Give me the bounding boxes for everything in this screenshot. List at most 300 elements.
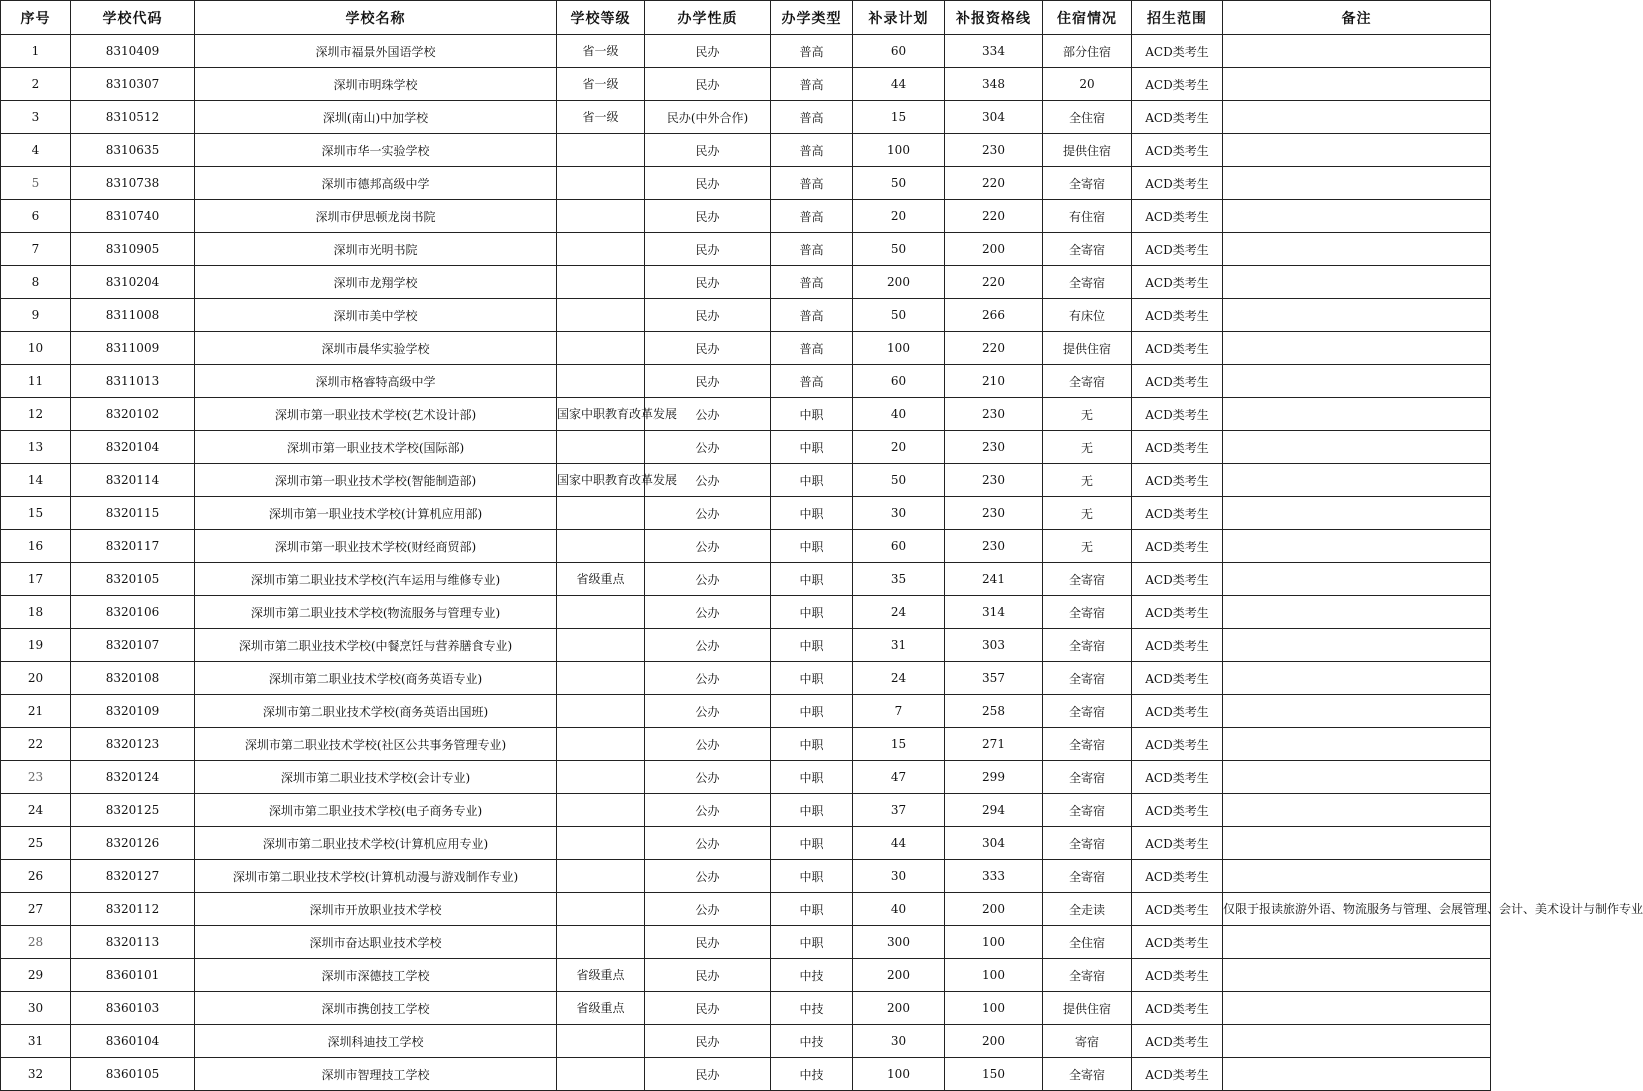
- cell-no: 11: [1, 365, 71, 398]
- table-row: [1, 794, 1491, 827]
- cell-type: 普高: [771, 35, 853, 68]
- table-row: [1, 233, 1491, 266]
- cell-code: 8310409: [71, 35, 195, 68]
- cell-nature: 公办: [645, 794, 771, 827]
- cell-level: [557, 794, 645, 827]
- cell-level: [557, 332, 645, 365]
- cell-lodging: 提供住宿: [1043, 134, 1132, 167]
- cell-scope: ACD类考生: [1132, 827, 1223, 860]
- cell-line: 304: [945, 827, 1043, 860]
- cell-code: 8320125: [71, 794, 195, 827]
- cell-lodging: 有床位: [1043, 299, 1132, 332]
- cell-line: 220: [945, 167, 1043, 200]
- cell-code: 8320108: [71, 662, 195, 695]
- cell-note: [1223, 332, 1491, 365]
- table-row: [1, 134, 1491, 167]
- cell-nature: 民办: [645, 134, 771, 167]
- cell-code: 8320106: [71, 596, 195, 629]
- cell-line: 200: [945, 233, 1043, 266]
- cell-name: 深圳市格睿特高级中学: [195, 365, 557, 398]
- cell-level: [557, 1025, 645, 1058]
- table-row: [1, 299, 1491, 332]
- cell-lodging: 全寄宿: [1043, 662, 1132, 695]
- cell-lodging: 无: [1043, 464, 1132, 497]
- cell-note: [1223, 761, 1491, 794]
- cell-type: 普高: [771, 68, 853, 101]
- cell-note: [1223, 68, 1491, 101]
- cell-lodging: 全住宿: [1043, 101, 1132, 134]
- cell-name: 深圳市第二职业技术学校(汽车运用与维修专业): [195, 563, 557, 596]
- cell-type: 中职: [771, 662, 853, 695]
- table-row: [1, 761, 1491, 794]
- cell-no: 29: [1, 959, 71, 992]
- cell-code: 8360105: [71, 1058, 195, 1091]
- cell-scope: ACD类考生: [1132, 134, 1223, 167]
- cell-no: 14: [1, 464, 71, 497]
- cell-type: 中职: [771, 926, 853, 959]
- table-row: [1, 563, 1491, 596]
- cell-note: 仅限于报读旅游外语、物流服务与管理、会展管理、会计、美术设计与制作专业: [1223, 893, 1491, 926]
- cell-lodging: 无: [1043, 530, 1132, 563]
- cell-code: 8360104: [71, 1025, 195, 1058]
- cell-plan: 44: [853, 827, 945, 860]
- table-row: [1, 629, 1491, 662]
- cell-scope: ACD类考生: [1132, 233, 1223, 266]
- cell-note: [1223, 497, 1491, 530]
- cell-type: 中职: [771, 695, 853, 728]
- cell-type: 中技: [771, 1058, 853, 1091]
- cell-type: 普高: [771, 266, 853, 299]
- cell-line: 220: [945, 266, 1043, 299]
- cell-level: [557, 1058, 645, 1091]
- table-row: [1, 167, 1491, 200]
- cell-nature: 公办: [645, 497, 771, 530]
- cell-lodging: 无: [1043, 497, 1132, 530]
- cell-scope: ACD类考生: [1132, 398, 1223, 431]
- cell-line: 230: [945, 431, 1043, 464]
- cell-nature: 公办: [645, 827, 771, 860]
- cell-line: 230: [945, 134, 1043, 167]
- table-row: [1, 596, 1491, 629]
- cell-nature: 公办: [645, 629, 771, 662]
- cell-scope: ACD类考生: [1132, 761, 1223, 794]
- cell-level: 国家中职教育改革发展: [557, 398, 645, 431]
- cell-note: [1223, 629, 1491, 662]
- cell-note: [1223, 695, 1491, 728]
- table-row: [1, 992, 1491, 1025]
- cell-scope: ACD类考生: [1132, 497, 1223, 530]
- cell-nature: 公办: [645, 728, 771, 761]
- cell-type: 中职: [771, 629, 853, 662]
- cell-nature: 公办: [645, 530, 771, 563]
- cell-line: 348: [945, 68, 1043, 101]
- cell-lodging: 全寄宿: [1043, 629, 1132, 662]
- cell-no: 2: [1, 68, 71, 101]
- cell-level: [557, 761, 645, 794]
- cell-line: 100: [945, 926, 1043, 959]
- cell-level: [557, 134, 645, 167]
- cell-nature: 民办: [645, 1025, 771, 1058]
- cell-no: 31: [1, 1025, 71, 1058]
- cell-note: [1223, 794, 1491, 827]
- cell-no: 6: [1, 200, 71, 233]
- cell-nature: 公办: [645, 761, 771, 794]
- cell-plan: 30: [853, 497, 945, 530]
- cell-name: 深圳市明珠学校: [195, 68, 557, 101]
- cell-name: 深圳市第二职业技术学校(计算机动漫与游戏制作专业): [195, 860, 557, 893]
- cell-code: 8360101: [71, 959, 195, 992]
- cell-level: 省一级: [557, 68, 645, 101]
- cell-line: 200: [945, 1025, 1043, 1058]
- header-row: [1, 1, 1491, 35]
- cell-level: 省级重点: [557, 563, 645, 596]
- cell-scope: ACD类考生: [1132, 563, 1223, 596]
- cell-no: 15: [1, 497, 71, 530]
- cell-scope: ACD类考生: [1132, 101, 1223, 134]
- table-row: [1, 728, 1491, 761]
- cell-plan: 31: [853, 629, 945, 662]
- cell-lodging: 全寄宿: [1043, 860, 1132, 893]
- cell-level: [557, 893, 645, 926]
- cell-scope: ACD类考生: [1132, 728, 1223, 761]
- cell-scope: ACD类考生: [1132, 629, 1223, 662]
- cell-scope: ACD类考生: [1132, 365, 1223, 398]
- cell-code: 8320113: [71, 926, 195, 959]
- cell-nature: 民办: [645, 35, 771, 68]
- cell-type: 中职: [771, 827, 853, 860]
- cell-no: 13: [1, 431, 71, 464]
- cell-lodging: 全寄宿: [1043, 695, 1132, 728]
- cell-type: 普高: [771, 233, 853, 266]
- cell-scope: ACD类考生: [1132, 959, 1223, 992]
- cell-no: 18: [1, 596, 71, 629]
- cell-no: 4: [1, 134, 71, 167]
- cell-no: 12: [1, 398, 71, 431]
- cell-scope: ACD类考生: [1132, 992, 1223, 1025]
- cell-plan: 300: [853, 926, 945, 959]
- cell-name: 深圳市第一职业技术学校(计算机应用部): [195, 497, 557, 530]
- cell-note: [1223, 365, 1491, 398]
- cell-type: 中职: [771, 464, 853, 497]
- cell-nature: 公办: [645, 398, 771, 431]
- cell-nature: 公办: [645, 431, 771, 464]
- cell-name: 深圳市第二职业技术学校(计算机应用专业): [195, 827, 557, 860]
- cell-scope: ACD类考生: [1132, 530, 1223, 563]
- cell-no: 30: [1, 992, 71, 1025]
- cell-nature: 公办: [645, 563, 771, 596]
- col-header-name: 学校名称: [195, 1, 557, 35]
- cell-scope: ACD类考生: [1132, 860, 1223, 893]
- table-row: [1, 860, 1491, 893]
- table-row: [1, 68, 1491, 101]
- cell-note: [1223, 299, 1491, 332]
- cell-name: 深圳市华一实验学校: [195, 134, 557, 167]
- cell-line: 314: [945, 596, 1043, 629]
- cell-line: 230: [945, 530, 1043, 563]
- cell-nature: 公办: [645, 695, 771, 728]
- cell-type: 中职: [771, 860, 853, 893]
- cell-name: 深圳市第二职业技术学校(会计专业): [195, 761, 557, 794]
- cell-note: [1223, 1058, 1491, 1091]
- cell-note: [1223, 860, 1491, 893]
- cell-nature: 民办: [645, 266, 771, 299]
- cell-level: 省一级: [557, 101, 645, 134]
- cell-name: 深圳市龙翔学校: [195, 266, 557, 299]
- cell-nature: 公办: [645, 464, 771, 497]
- cell-lodging: 提供住宿: [1043, 332, 1132, 365]
- cell-type: 中技: [771, 992, 853, 1025]
- cell-level: [557, 728, 645, 761]
- cell-line: 100: [945, 959, 1043, 992]
- cell-name: 深圳市福景外国语学校: [195, 35, 557, 68]
- table-row: [1, 959, 1491, 992]
- cell-note: [1223, 431, 1491, 464]
- cell-lodging: 全寄宿: [1043, 266, 1132, 299]
- cell-level: [557, 926, 645, 959]
- cell-code: 8310738: [71, 167, 195, 200]
- cell-scope: ACD类考生: [1132, 167, 1223, 200]
- cell-plan: 60: [853, 530, 945, 563]
- col-header-nature: 办学性质: [645, 1, 771, 35]
- cell-type: 中技: [771, 1025, 853, 1058]
- cell-name: 深圳市携创技工学校: [195, 992, 557, 1025]
- cell-plan: 7: [853, 695, 945, 728]
- cell-no: 24: [1, 794, 71, 827]
- cell-level: [557, 233, 645, 266]
- cell-note: [1223, 926, 1491, 959]
- cell-note: [1223, 596, 1491, 629]
- cell-scope: ACD类考生: [1132, 299, 1223, 332]
- cell-name: 深圳市深德技工学校: [195, 959, 557, 992]
- cell-name: 深圳市第二职业技术学校(中餐烹饪与营养膳食专业): [195, 629, 557, 662]
- cell-plan: 50: [853, 233, 945, 266]
- cell-lodging: 全寄宿: [1043, 728, 1132, 761]
- cell-plan: 200: [853, 266, 945, 299]
- cell-no: 25: [1, 827, 71, 860]
- cell-name: 深圳市智理技工学校: [195, 1058, 557, 1091]
- cell-level: [557, 497, 645, 530]
- cell-plan: 20: [853, 200, 945, 233]
- cell-note: [1223, 35, 1491, 68]
- cell-plan: 24: [853, 662, 945, 695]
- cell-level: [557, 860, 645, 893]
- cell-note: [1223, 464, 1491, 497]
- cell-name: 深圳市第二职业技术学校(商务英语出国班): [195, 695, 557, 728]
- cell-level: 省一级: [557, 35, 645, 68]
- cell-scope: ACD类考生: [1132, 662, 1223, 695]
- cell-type: 普高: [771, 365, 853, 398]
- col-header-plan: 补录计划: [853, 1, 945, 35]
- table-row: [1, 365, 1491, 398]
- table-row: [1, 464, 1491, 497]
- cell-nature: 民办: [645, 233, 771, 266]
- cell-level: [557, 695, 645, 728]
- cell-level: [557, 827, 645, 860]
- cell-code: 8320126: [71, 827, 195, 860]
- cell-no: 5: [1, 167, 71, 200]
- cell-note: [1223, 200, 1491, 233]
- cell-code: 8311008: [71, 299, 195, 332]
- table-row: [1, 200, 1491, 233]
- cell-no: 8: [1, 266, 71, 299]
- cell-line: 299: [945, 761, 1043, 794]
- cell-no: 26: [1, 860, 71, 893]
- cell-plan: 60: [853, 365, 945, 398]
- cell-plan: 40: [853, 398, 945, 431]
- cell-level: 省级重点: [557, 992, 645, 1025]
- cell-line: 266: [945, 299, 1043, 332]
- cell-note: [1223, 1025, 1491, 1058]
- table-row: [1, 101, 1491, 134]
- cell-name: 深圳市第二职业技术学校(物流服务与管理专业): [195, 596, 557, 629]
- cell-type: 中职: [771, 431, 853, 464]
- cell-scope: ACD类考生: [1132, 1025, 1223, 1058]
- cell-plan: 40: [853, 893, 945, 926]
- cell-level: [557, 431, 645, 464]
- cell-type: 中职: [771, 563, 853, 596]
- cell-plan: 50: [853, 299, 945, 332]
- cell-name: 深圳市晨华实验学校: [195, 332, 557, 365]
- cell-plan: 24: [853, 596, 945, 629]
- table-row: [1, 431, 1491, 464]
- cell-type: 普高: [771, 332, 853, 365]
- cell-line: 294: [945, 794, 1043, 827]
- cell-name: 深圳市伊思顿龙岗书院: [195, 200, 557, 233]
- cell-scope: ACD类考生: [1132, 35, 1223, 68]
- col-header-type: 办学类型: [771, 1, 853, 35]
- cell-scope: ACD类考生: [1132, 431, 1223, 464]
- cell-type: 普高: [771, 200, 853, 233]
- cell-level: [557, 629, 645, 662]
- cell-name: 深圳市第二职业技术学校(电子商务专业): [195, 794, 557, 827]
- cell-plan: 44: [853, 68, 945, 101]
- cell-level: [557, 596, 645, 629]
- cell-note: [1223, 398, 1491, 431]
- cell-name: 深圳科迪技工学校: [195, 1025, 557, 1058]
- cell-no: 7: [1, 233, 71, 266]
- cell-plan: 100: [853, 1058, 945, 1091]
- cell-no: 22: [1, 728, 71, 761]
- cell-type: 中职: [771, 893, 853, 926]
- cell-line: 230: [945, 398, 1043, 431]
- cell-type: 普高: [771, 299, 853, 332]
- cell-lodging: 寄宿: [1043, 1025, 1132, 1058]
- cell-line: 304: [945, 101, 1043, 134]
- cell-line: 200: [945, 893, 1043, 926]
- cell-type: 中职: [771, 761, 853, 794]
- cell-scope: ACD类考生: [1132, 332, 1223, 365]
- cell-name: 深圳市美中学校: [195, 299, 557, 332]
- cell-code: 8310512: [71, 101, 195, 134]
- cell-type: 中职: [771, 530, 853, 563]
- cell-note: [1223, 266, 1491, 299]
- cell-no: 23: [1, 761, 71, 794]
- cell-code: 8320115: [71, 497, 195, 530]
- cell-no: 32: [1, 1058, 71, 1091]
- col-header-lodging: 住宿情况: [1043, 1, 1132, 35]
- cell-no: 20: [1, 662, 71, 695]
- cell-no: 1: [1, 35, 71, 68]
- cell-type: 中职: [771, 398, 853, 431]
- table-row: [1, 926, 1491, 959]
- cell-scope: ACD类考生: [1132, 68, 1223, 101]
- table-row: [1, 266, 1491, 299]
- cell-nature: 公办: [645, 860, 771, 893]
- cell-lodging: 无: [1043, 431, 1132, 464]
- cell-code: 8320124: [71, 761, 195, 794]
- col-header-line: 补报资格线: [945, 1, 1043, 35]
- cell-type: 中职: [771, 497, 853, 530]
- cell-scope: ACD类考生: [1132, 695, 1223, 728]
- cell-scope: ACD类考生: [1132, 1058, 1223, 1091]
- cell-code: 8320123: [71, 728, 195, 761]
- cell-code: 8320104: [71, 431, 195, 464]
- cell-note: [1223, 233, 1491, 266]
- cell-nature: 民办: [645, 68, 771, 101]
- cell-plan: 20: [853, 431, 945, 464]
- cell-name: 深圳市第一职业技术学校(艺术设计部): [195, 398, 557, 431]
- cell-code: 8320112: [71, 893, 195, 926]
- cell-no: 17: [1, 563, 71, 596]
- table-row: [1, 398, 1491, 431]
- cell-note: [1223, 134, 1491, 167]
- cell-no: 21: [1, 695, 71, 728]
- cell-nature: 民办: [645, 959, 771, 992]
- cell-no: 19: [1, 629, 71, 662]
- cell-note: [1223, 827, 1491, 860]
- cell-note: [1223, 563, 1491, 596]
- cell-line: 220: [945, 332, 1043, 365]
- cell-plan: 100: [853, 332, 945, 365]
- cell-nature: 民办: [645, 926, 771, 959]
- cell-code: 8310740: [71, 200, 195, 233]
- cell-level: [557, 167, 645, 200]
- cell-lodging: 部分住宿: [1043, 35, 1132, 68]
- cell-level: 国家中职教育改革发展: [557, 464, 645, 497]
- cell-line: 210: [945, 365, 1043, 398]
- table-row: [1, 695, 1491, 728]
- cell-no: 27: [1, 893, 71, 926]
- cell-plan: 37: [853, 794, 945, 827]
- cell-level: [557, 299, 645, 332]
- cell-level: 省级重点: [557, 959, 645, 992]
- cell-plan: 47: [853, 761, 945, 794]
- cell-nature: 民办: [645, 1058, 771, 1091]
- cell-nature: 民办: [645, 200, 771, 233]
- cell-plan: 50: [853, 167, 945, 200]
- cell-note: [1223, 992, 1491, 1025]
- cell-nature: 民办: [645, 365, 771, 398]
- cell-plan: 30: [853, 860, 945, 893]
- cell-level: [557, 662, 645, 695]
- cell-type: 普高: [771, 167, 853, 200]
- cell-code: 8311009: [71, 332, 195, 365]
- cell-level: [557, 200, 645, 233]
- cell-code: 8320109: [71, 695, 195, 728]
- cell-name: 深圳市第二职业技术学校(社区公共事务管理专业): [195, 728, 557, 761]
- cell-type: 中职: [771, 728, 853, 761]
- cell-scope: ACD类考生: [1132, 794, 1223, 827]
- col-header-code: 学校代码: [71, 1, 195, 35]
- cell-lodging: 全寄宿: [1043, 761, 1132, 794]
- table-row: [1, 1025, 1491, 1058]
- cell-name: 深圳市第一职业技术学校(财经商贸部): [195, 530, 557, 563]
- cell-lodging: 有住宿: [1043, 200, 1132, 233]
- cell-plan: 200: [853, 959, 945, 992]
- cell-scope: ACD类考生: [1132, 464, 1223, 497]
- table-row: [1, 497, 1491, 530]
- cell-no: 28: [1, 926, 71, 959]
